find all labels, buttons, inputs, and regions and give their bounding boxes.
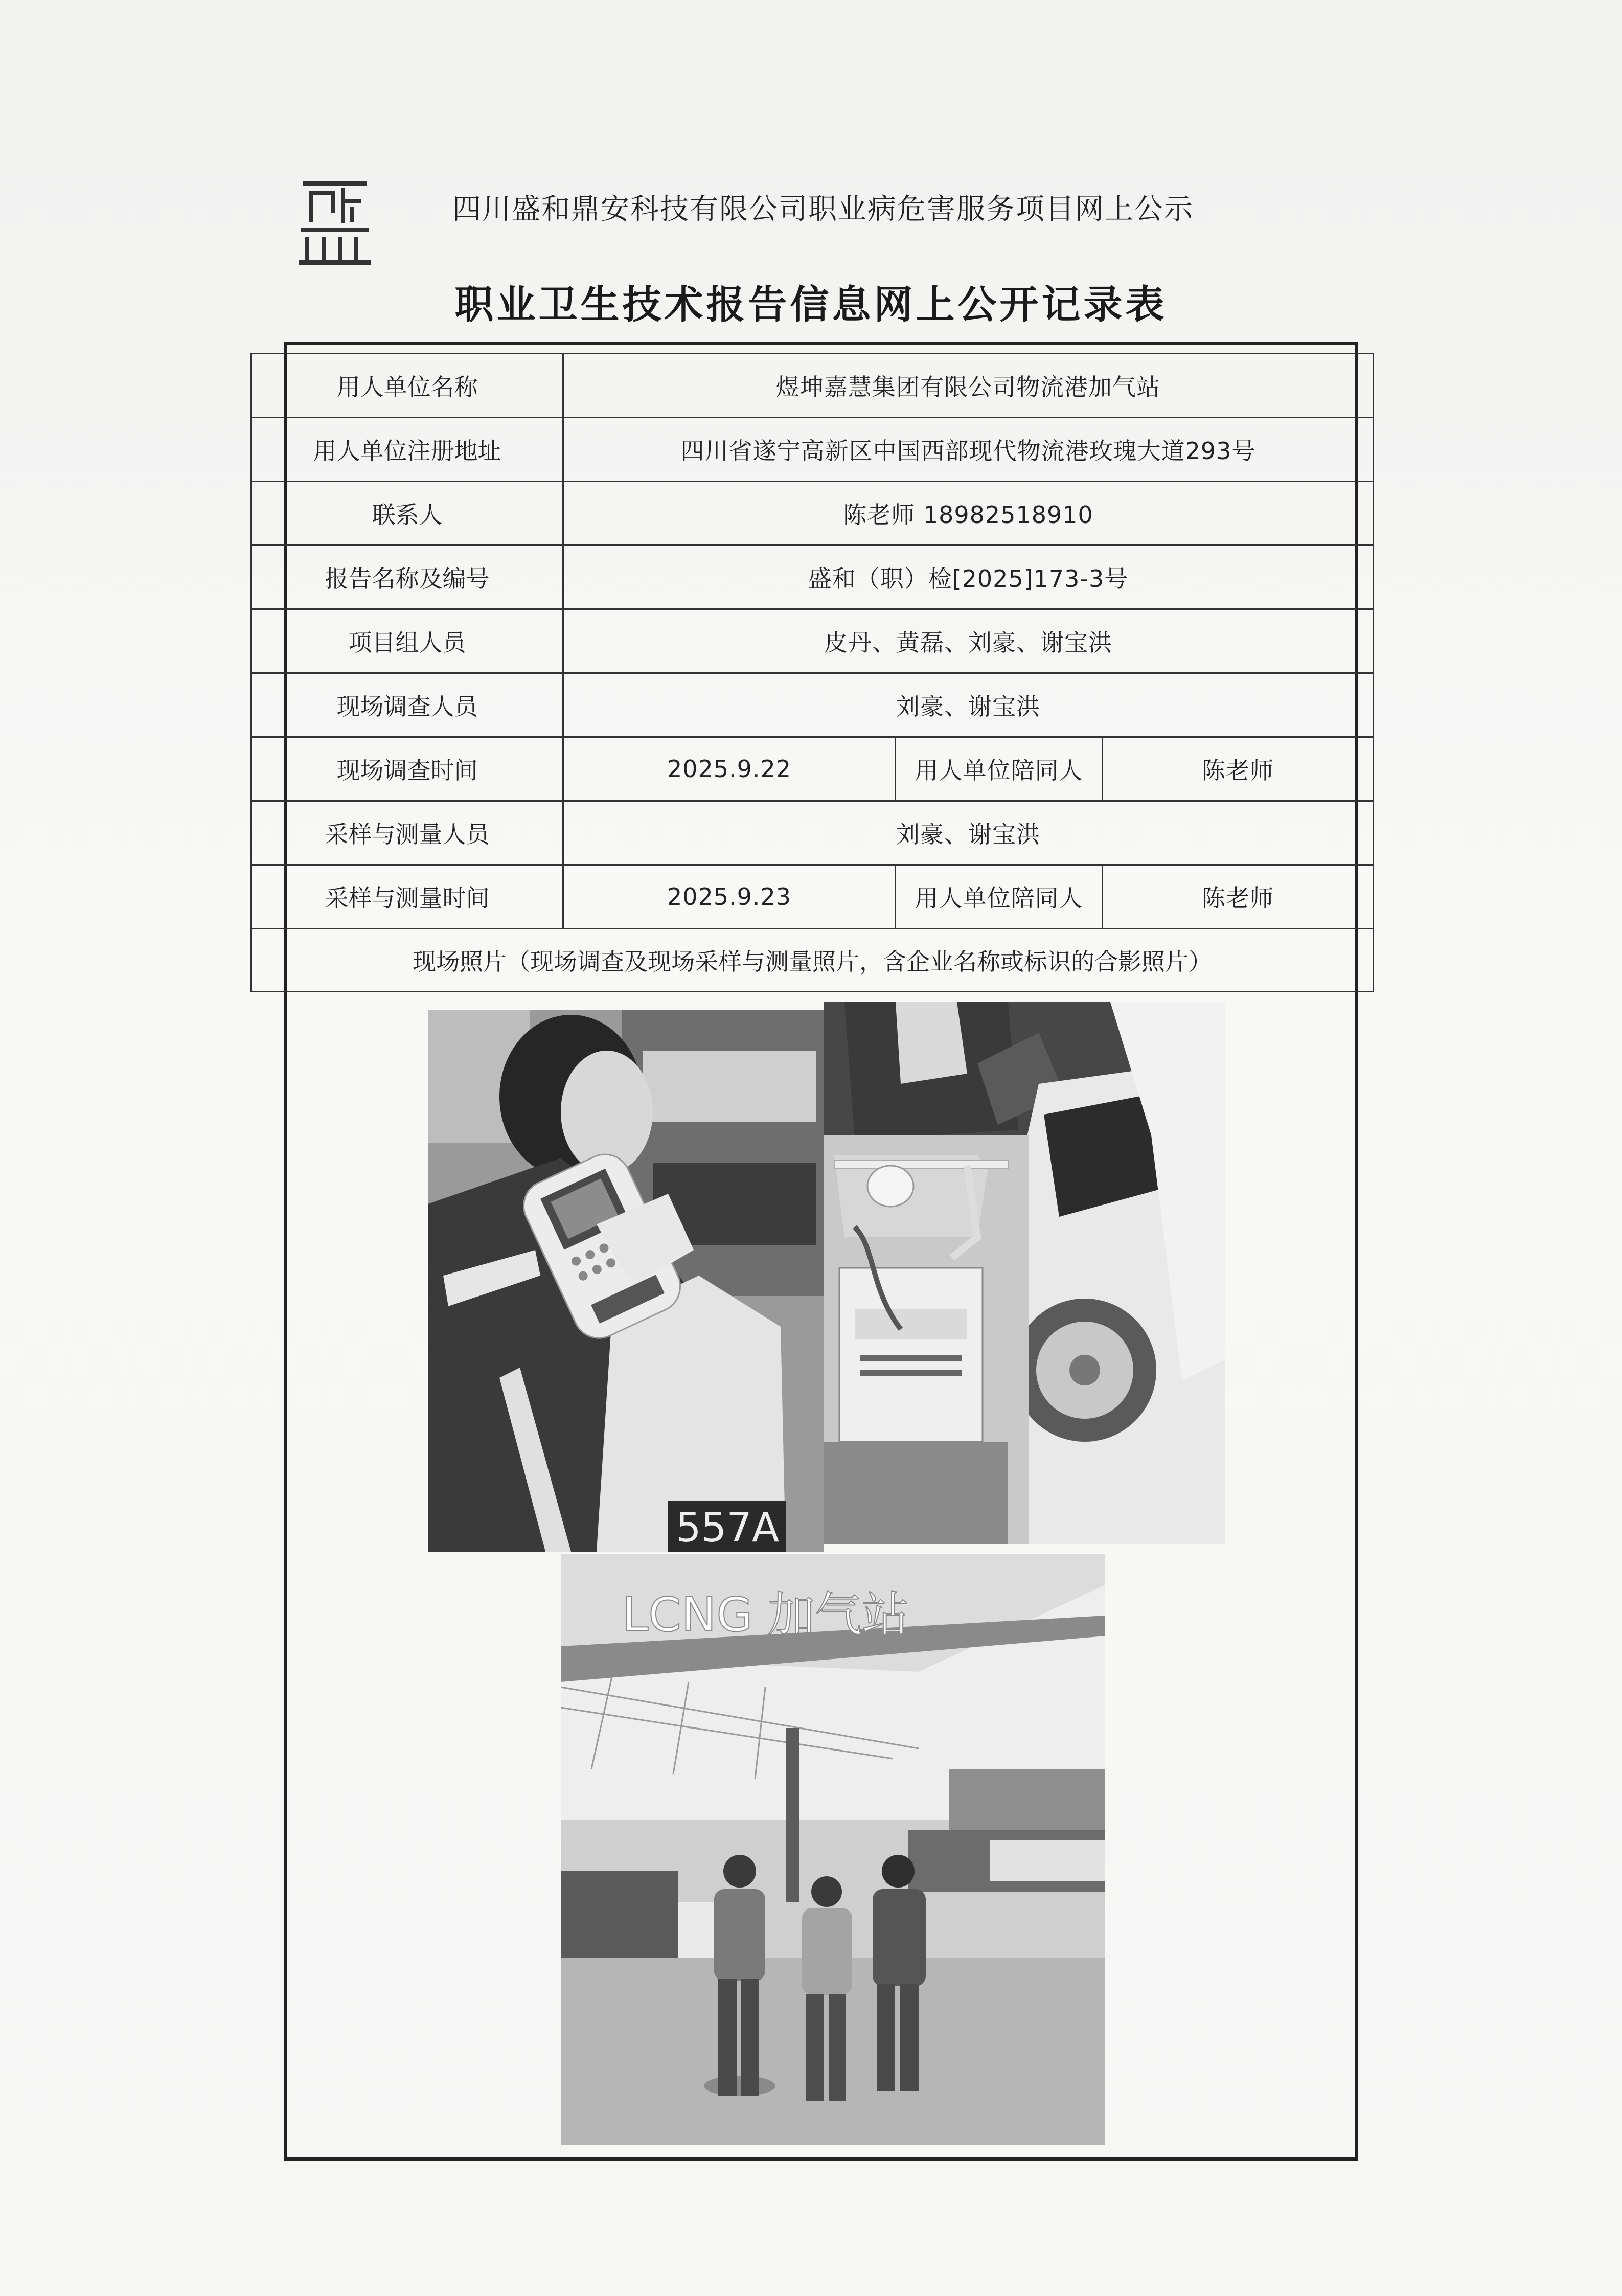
table-row xyxy=(252,801,1374,865)
row-label: 报告名称及编号 xyxy=(252,545,563,609)
row-label: 现场调查人员 xyxy=(252,673,563,737)
table-row xyxy=(252,737,1374,801)
row-label: 采样与测量人员 xyxy=(252,801,563,865)
row-label: 采样与测量时间 xyxy=(252,865,563,929)
table-row xyxy=(252,929,1374,992)
row-value: 煜坤嘉慧集团有限公司物流港加气站 xyxy=(563,354,1374,418)
row-value: 四川省遂宁高新区中国西部现代物流港玫瑰大道293号 xyxy=(563,418,1374,482)
row-label-secondary: 用人单位陪同人 xyxy=(896,737,1103,801)
row-value: 2025.9.22 xyxy=(563,737,896,801)
row-value-secondary: 陈老师 xyxy=(1103,865,1374,929)
table-row xyxy=(252,609,1374,673)
license-plate-text: 557A xyxy=(676,1505,780,1551)
table-row xyxy=(252,545,1374,609)
row-value: 盛和（职）检[2025]173-3号 xyxy=(563,545,1374,609)
row-label: 联系人 xyxy=(252,482,563,545)
document-title: 职业卫生技术报告信息网上公开记录表 xyxy=(454,282,1168,327)
company-logo xyxy=(294,176,376,268)
row-value: 2025.9.23 xyxy=(563,865,896,929)
row-value: 刘豪、谢宝洪 xyxy=(563,801,1374,865)
table-row xyxy=(252,418,1374,482)
row-label: 用人单位注册地址 xyxy=(252,418,563,482)
document-header xyxy=(294,176,1367,268)
site-photo-group xyxy=(561,1554,1105,2145)
table-row xyxy=(252,354,1374,418)
station-sign-text: LCNG 加气站 xyxy=(622,1587,909,1642)
row-value: 皮丹、黄磊、刘豪、谢宝洪 xyxy=(563,609,1374,673)
row-label: 项目组人员 xyxy=(252,609,563,673)
table-row xyxy=(252,673,1374,737)
row-value: 陈老师 18982518910 xyxy=(563,482,1374,545)
row-label: 用人单位名称 xyxy=(252,354,563,418)
info-table xyxy=(250,353,1374,992)
table-row xyxy=(252,865,1374,929)
site-photo-sampling-pump xyxy=(824,1002,1225,1544)
row-label: 现场调查时间 xyxy=(252,737,563,801)
company-header-line: 四川盛和鼎安科技有限公司职业病危害服务项目网上公示 xyxy=(452,193,1194,226)
table-row xyxy=(252,482,1374,545)
site-photo-noise-meter xyxy=(428,1010,824,1552)
row-label-secondary: 用人单位陪同人 xyxy=(896,865,1103,929)
row-value: 刘豪、谢宝洪 xyxy=(563,673,1374,737)
photos-caption: 现场照片（现场调查及现场采样与测量照片，含企业名称或标识的合影照片） xyxy=(252,929,1374,992)
row-value-secondary: 陈老师 xyxy=(1103,737,1374,801)
